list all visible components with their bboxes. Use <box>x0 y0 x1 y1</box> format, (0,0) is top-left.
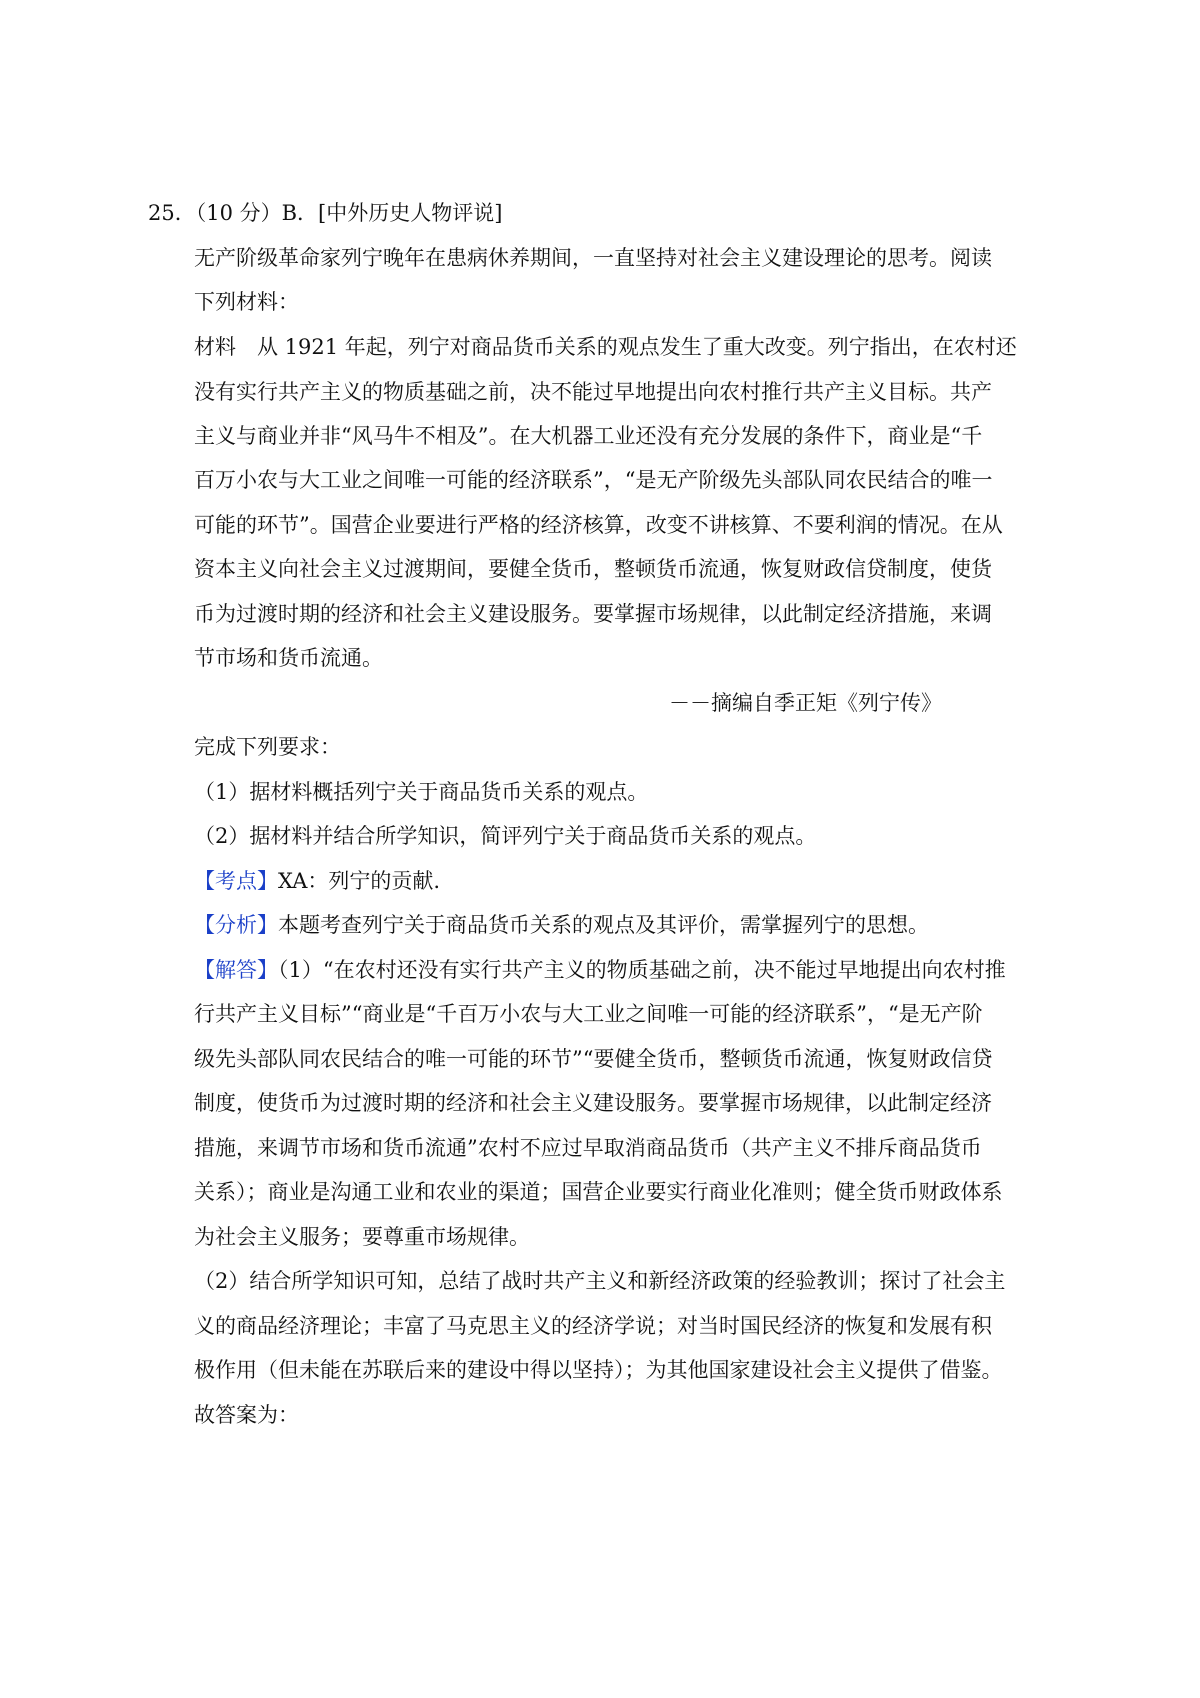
jieda-line: 制度，使货币为过渡时期的经济和社会主义建设服务。要掌握市场规律，以此制定经济 <box>194 1091 992 1115</box>
kaodian-row <box>194 866 440 896</box>
material-line: 资本主义向社会主义过渡期间，要健全货币，整顿货币流通，恢复财政信贷制度，使货 <box>194 557 992 581</box>
jieda-line: 为社会主义服务；要尊重市场规律。 <box>194 1225 530 1249</box>
part2-line: 极作用（但未能在苏联后来的建设中得以坚持）；为其他国家建设社会主义提供了借鉴。 <box>194 1358 1003 1382</box>
jieda-first-line: （1）“在农村还没有实行共产主义的物质基础之前，决不能过早地提出向农村推 <box>278 958 1006 982</box>
material-line: 币为过渡时期的经济和社会主义建设服务。要掌握市场规律，以此制定经济措施，来调 <box>194 602 992 626</box>
question-heading: 25．（10 分）B．[中外历史人物评说] <box>148 201 503 225</box>
material-source: －－摘编自季正矩《列宁传》 <box>669 691 942 715</box>
intro-line: 下列材料： <box>194 290 299 314</box>
part2-line: （2）结合所学知识可知，总结了战时共产主义和新经济政策的经验教训；探讨了社会主 <box>194 1269 1006 1293</box>
part2-line: 义的商品经济理论；丰富了马克思主义的经济学说；对当时国民经济的恢复和发展有积 <box>194 1314 992 1338</box>
intro-line: 无产阶级革命家列宁晚年在患病休养期间，一直坚持对社会主义建设理论的思考。阅读 <box>194 246 992 270</box>
material-line: 百万小农与大工业之间唯一可能的经济联系”，“是无产阶级先头部队同农民结合的唯一 <box>194 468 993 492</box>
material-line: 没有实行共产主义的物质基础之前，决不能过早地提出向农村推行共产主义目标。共产 <box>194 380 992 404</box>
material-line: 可能的环节”。国营企业要进行严格的经济核算，改变不讲核算、不要利润的情况。在从 <box>194 513 1003 537</box>
fenxi-label: 【分析】 <box>194 913 278 937</box>
jieda-line: 关系）；商业是沟通工业和农业的渠道；国营企业要实行商业化准则；健全货币财政体系 <box>194 1180 1003 1204</box>
fenxi-text: 本题考查列宁关于商品货币关系的观点及其评价，需掌握列宁的思想。 <box>278 913 929 937</box>
material-line: 材料 从 1921 年起，列宁对商品货币关系的观点发生了重大改变。列宁指出，在农村还 <box>194 335 1017 359</box>
fenxi-row <box>194 910 929 940</box>
jieda-label: 【解答】 <box>194 958 278 982</box>
kaodian-label: 【考点】 <box>194 869 278 893</box>
material-line: 主义与商业并非“风马牛不相及”。在大机器工业还没有充分发展的条件下，商业是“千 <box>194 424 983 448</box>
jieda-line: 级先头部队同农民结合的唯一可能的环节”“要健全货币，整顿货币流通，恢复财政信贷 <box>194 1047 993 1071</box>
jieda-line: 行共产主义目标”“商业是“千百万小农与大工业之间唯一可能的经济联系”，“是无产阶 <box>194 1002 983 1026</box>
answer-intro: 故答案为： <box>194 1403 299 1427</box>
requirement-item: （1）据材料概括列宁关于商品货币关系的观点。 <box>194 780 649 804</box>
jieda-row <box>194 955 1006 985</box>
requirement-intro: 完成下列要求： <box>194 735 341 759</box>
kaodian-text: XA：列宁的贡献. <box>278 869 441 893</box>
jieda-line: 措施，来调节市场和货币流通”农村不应过早取消商品货币（共产主义不排斥商品货币 <box>194 1136 982 1160</box>
requirement-item: （2）据材料并结合所学知识，简评列宁关于商品货币关系的观点。 <box>194 824 817 848</box>
material-line: 节市场和货币流通。 <box>194 646 383 670</box>
